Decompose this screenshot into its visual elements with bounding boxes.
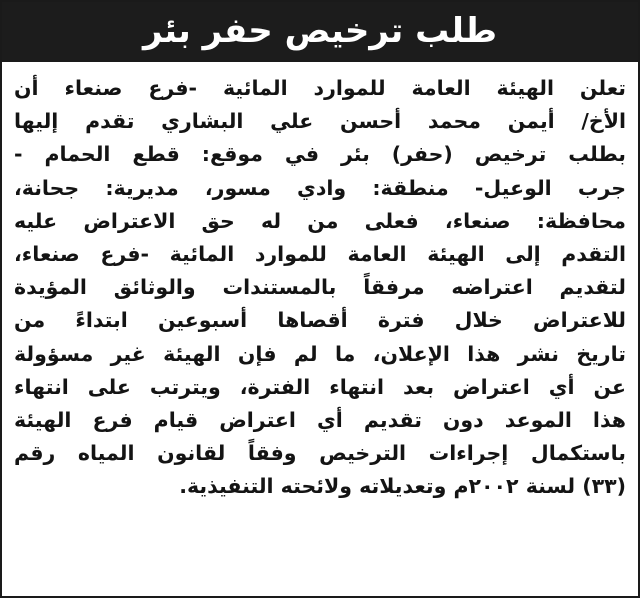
notice-line: بطلب ترخيص (حفر) بئر في موقع: قطع الحمام -	[14, 142, 626, 167]
notice-line: الأخ/ أيمن محمد أحسن علي البشاري تقدم إليها	[14, 109, 626, 134]
notice-line: تعلن الهيئة العامة للموارد المائية -فرع صنعاء أن	[14, 76, 626, 100]
notice-line: عن أي اعتراض بعد انتهاء الفترة، ويترتب على انتهاء	[14, 374, 626, 399]
notice-line: هذا الموعد دون تقديم أي اعتراض قيام فرع الهيئة	[14, 407, 626, 432]
notice-line: التقدم إلى الهيئة العامة للموارد المائية -فرع صنعاء،	[14, 241, 626, 266]
notice-header	[2, 2, 638, 62]
notice-line: لتقديم اعتراضه مرفقاً بالمستندات والوثائق المؤيدة	[14, 275, 626, 300]
notice-line: تاريخ نشر هذا الإعلان، ما لم فإن الهيئة غير مسؤولة	[14, 341, 626, 366]
notice-line-last: (٣٣) لسنة ٢٠٠٢م وتعديلاته ولائحته التنفيذية.	[179, 474, 626, 499]
notice-line: باستكمال إجراءات الترخيص وفقاً لقانون المياه رقم	[14, 441, 626, 466]
notice-line: جرب الوعيل- منطقة: وادي مسور، مديرية: جحانة،	[14, 175, 626, 200]
notice-line: للاعتراض خلال فترة أقصاها أسبوعين ابتداءً من	[14, 308, 626, 333]
notice-title: طلب ترخيص حفر بئر	[142, 11, 497, 51]
notice-line: محافظة: صنعاء، فعلى من له حق الاعتراض عليه	[14, 208, 626, 233]
notice-body	[2, 62, 638, 503]
